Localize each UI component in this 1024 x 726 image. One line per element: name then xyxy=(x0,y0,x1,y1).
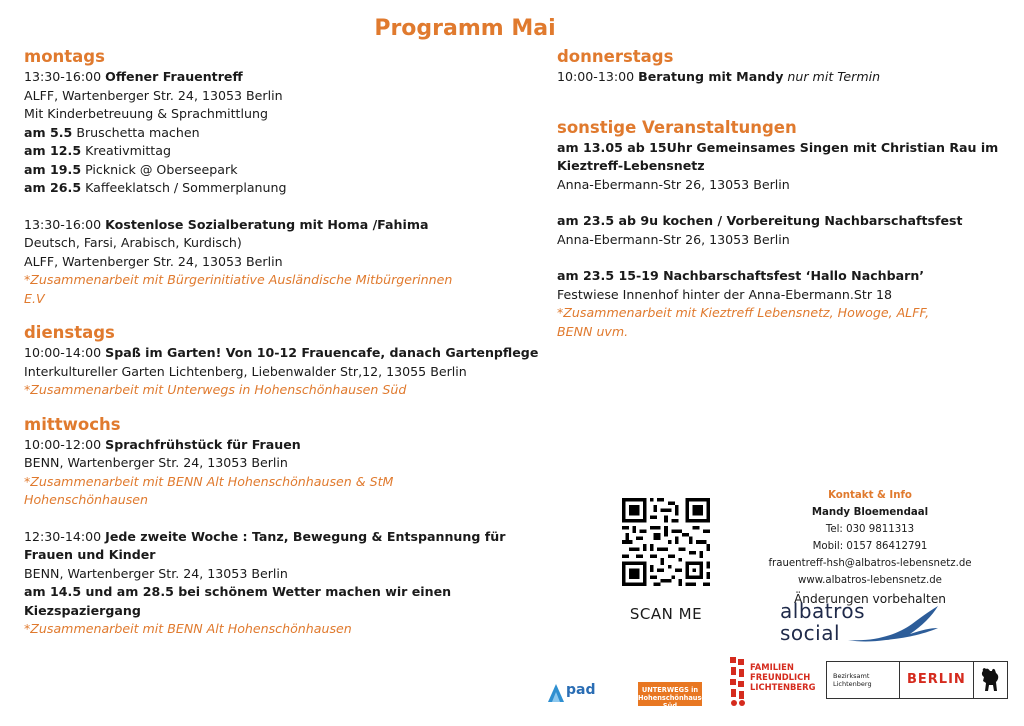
spacer xyxy=(24,510,534,528)
event-name: Spaß im Garten! Von 10-12 Frauencafe, danach Gartenpflege xyxy=(105,345,539,360)
item-date: am 26.5 xyxy=(24,180,82,195)
bezirksamt-line: Bezirksamt xyxy=(833,672,870,680)
event-name: Offener Frauentreff xyxy=(105,69,243,84)
contact-mobil: Mobil: 0157 86412791 xyxy=(812,541,928,552)
walk-info: Kiezspaziergang xyxy=(24,602,141,618)
cooperation-note: *Zusammenarbeit mit BENN Alt Hohenschönhausen & StM xyxy=(24,473,394,489)
bezirksamt-berlin-logo xyxy=(826,661,1008,699)
contact-block xyxy=(744,487,996,609)
heading-montags: montags xyxy=(24,47,105,66)
changes-note: Änderungen vorbehalten xyxy=(793,592,947,606)
divider xyxy=(973,662,974,698)
event-address: Interkultureller Garten Lichtenberg, Liebenwalder Str,12, 13055 Berlin xyxy=(24,363,467,379)
event-name: am 13.05 ab 15Uhr Gemeinsames Singen mit Christian Rau im xyxy=(557,139,999,155)
event-name: Kostenlose Sozialberatung mit Homa /Fahima xyxy=(105,216,429,232)
event-time: 12:30-14:00 xyxy=(24,528,106,544)
berlin-bear-icon xyxy=(980,667,1002,693)
bezirksamt-line: Lichtenberg xyxy=(833,680,872,688)
logo-text: social xyxy=(780,621,841,645)
albatros-bird-icon xyxy=(846,604,940,644)
pad-text: pad xyxy=(566,682,596,698)
berlin-text: BERLIN xyxy=(907,672,966,687)
familien-freundlich-logo xyxy=(728,655,820,709)
event-time: 13:30-16:00 xyxy=(24,69,106,84)
event-address: Anna-Ebermann-Str 26, 13053 Berlin xyxy=(557,231,790,247)
cooperation-note: *Zusammenarbeit mit Kieztreff Lebensnetz, Howoge, ALFF, xyxy=(557,305,930,320)
item-text: Bruschetta machen xyxy=(72,124,200,140)
logo-text: albatros xyxy=(780,599,866,623)
event-address: Anna-Ebermann-Str 26, 13053 Berlin xyxy=(557,176,790,192)
contact-heading: Kontakt & Info xyxy=(828,490,912,501)
event-suffix: nur mit Termin xyxy=(783,69,881,84)
event-line xyxy=(24,216,534,235)
cooperation-note: *Zusammenarbeit mit Bürgerinitiative Ausländische Mitbürgerinnen xyxy=(24,272,453,287)
event-name: am 23.5 15-19 Nachbarschaftsfest ‘Hallo Nachbarn’ xyxy=(557,268,925,283)
bezirksamt-text xyxy=(833,672,872,688)
event-time: 10:00-12:00 xyxy=(24,436,106,452)
date-item xyxy=(24,124,534,143)
heading-sonstige: sonstige Veranstaltungen xyxy=(557,117,797,137)
event-name: Sprachfrühstück für Frauen xyxy=(105,436,301,452)
event-time: 10:00-14:00 xyxy=(24,345,106,360)
event-address: ALFF, Wartenberger Str. 24, 13053 Berlin xyxy=(24,253,283,269)
spacer xyxy=(24,400,534,414)
pad-icon xyxy=(546,682,566,704)
cooperation-note: *Zusammenarbeit mit Unterwegs in Hohenschönhausen Süd xyxy=(24,382,407,397)
left-column xyxy=(24,46,539,639)
cooperation-note: Hohenschönhausen xyxy=(24,492,149,507)
event-time: 13:30-16:00 xyxy=(24,216,106,232)
scan-me-label: SCAN ME xyxy=(629,605,703,623)
heading-mittwochs: mittwochs xyxy=(24,414,121,434)
event-line xyxy=(24,436,534,455)
event-address: BENN, Wartenberger Str. 24, 13053 Berlin xyxy=(24,455,288,470)
event-address: Festwiese Innenhof hinter der Anna-Ebermann.Str 18 xyxy=(557,286,893,302)
pad-logo xyxy=(546,680,602,706)
date-item xyxy=(24,161,534,180)
event-name: am 23.5 ab 9u kochen / Vorbereitung Nachbarschaftsfest xyxy=(557,213,963,228)
contact-web[interactable]: www.albatros-lebensnetz.de xyxy=(798,575,942,586)
event-name: Beratung mit Mandy xyxy=(638,69,784,84)
event-name: Jede zweite Woche : Tanz, Bewegung & Entspannung für xyxy=(105,528,506,544)
page-title: Programm Mai xyxy=(374,16,556,41)
item-text: Kreativmittag xyxy=(81,143,171,158)
cooperation-note: E.V xyxy=(24,290,45,306)
heading-donnerstags: donnerstags xyxy=(557,47,674,66)
event-line xyxy=(24,344,539,363)
item-date: am 12.5 xyxy=(24,143,82,158)
albatros-social-logo xyxy=(780,600,940,644)
item-date: am 19.5 xyxy=(24,161,82,177)
event-line xyxy=(24,68,534,87)
family-icon xyxy=(728,655,748,707)
walk-info: am 14.5 und am 28.5 bei schönem Wetter machen wir einen xyxy=(24,584,452,599)
spacer xyxy=(557,87,1007,117)
contact-name: Mandy Bloemendaal xyxy=(811,507,929,518)
familien-text xyxy=(750,662,815,692)
qr-code[interactable] xyxy=(622,498,710,586)
familien-line: FAMILIEN xyxy=(750,662,794,672)
spacer xyxy=(24,308,534,322)
divider xyxy=(899,662,900,698)
item-text: Kaffeeklatsch / Sommerplanung xyxy=(81,180,287,195)
date-item xyxy=(24,142,534,161)
event-time: 10:00-13:00 xyxy=(557,69,639,84)
familien-line: LICHTENBERG xyxy=(750,682,816,692)
cooperation-note: BENN uvm. xyxy=(557,323,629,339)
event-address: BENN, Wartenberger Str. 24, 13053 Berlin xyxy=(24,565,288,581)
item-date: am 5.5 xyxy=(24,124,73,140)
cooperation-note: *Zusammenarbeit mit BENN Alt Hohenschönhausen xyxy=(24,621,352,636)
heading-dienstags: dienstags xyxy=(24,323,115,342)
event-line xyxy=(557,68,1007,87)
right-column xyxy=(557,46,1007,341)
event-line xyxy=(24,528,534,547)
date-item xyxy=(24,179,534,198)
unterwegs-logo: UNTERWEGS in Hohenschönhausen Süd xyxy=(638,682,702,706)
spacer xyxy=(557,194,1007,212)
event-address: ALFF, Wartenberger Str. 24, 13053 Berlin xyxy=(24,87,283,103)
spacer xyxy=(24,198,534,216)
spacer xyxy=(557,249,1007,267)
contact-tel: Tel: 030 9811313 xyxy=(825,524,915,535)
event-name-cont: Frauen und Kinder xyxy=(24,547,156,562)
event-extra: Mit Kinderbetreuung & Sprachmittlung xyxy=(24,106,268,121)
contact-email[interactable]: frauentreff-hsh@albatros-lebensnetz.de xyxy=(768,558,972,569)
item-text: Picknick @ Oberseepark xyxy=(81,161,238,177)
event-languages: Deutsch, Farsi, Arabisch, Kurdisch) xyxy=(24,235,242,250)
familien-line: FREUNDLICH xyxy=(750,672,811,682)
event-name: Kieztreff-Lebensnetz xyxy=(557,158,705,173)
